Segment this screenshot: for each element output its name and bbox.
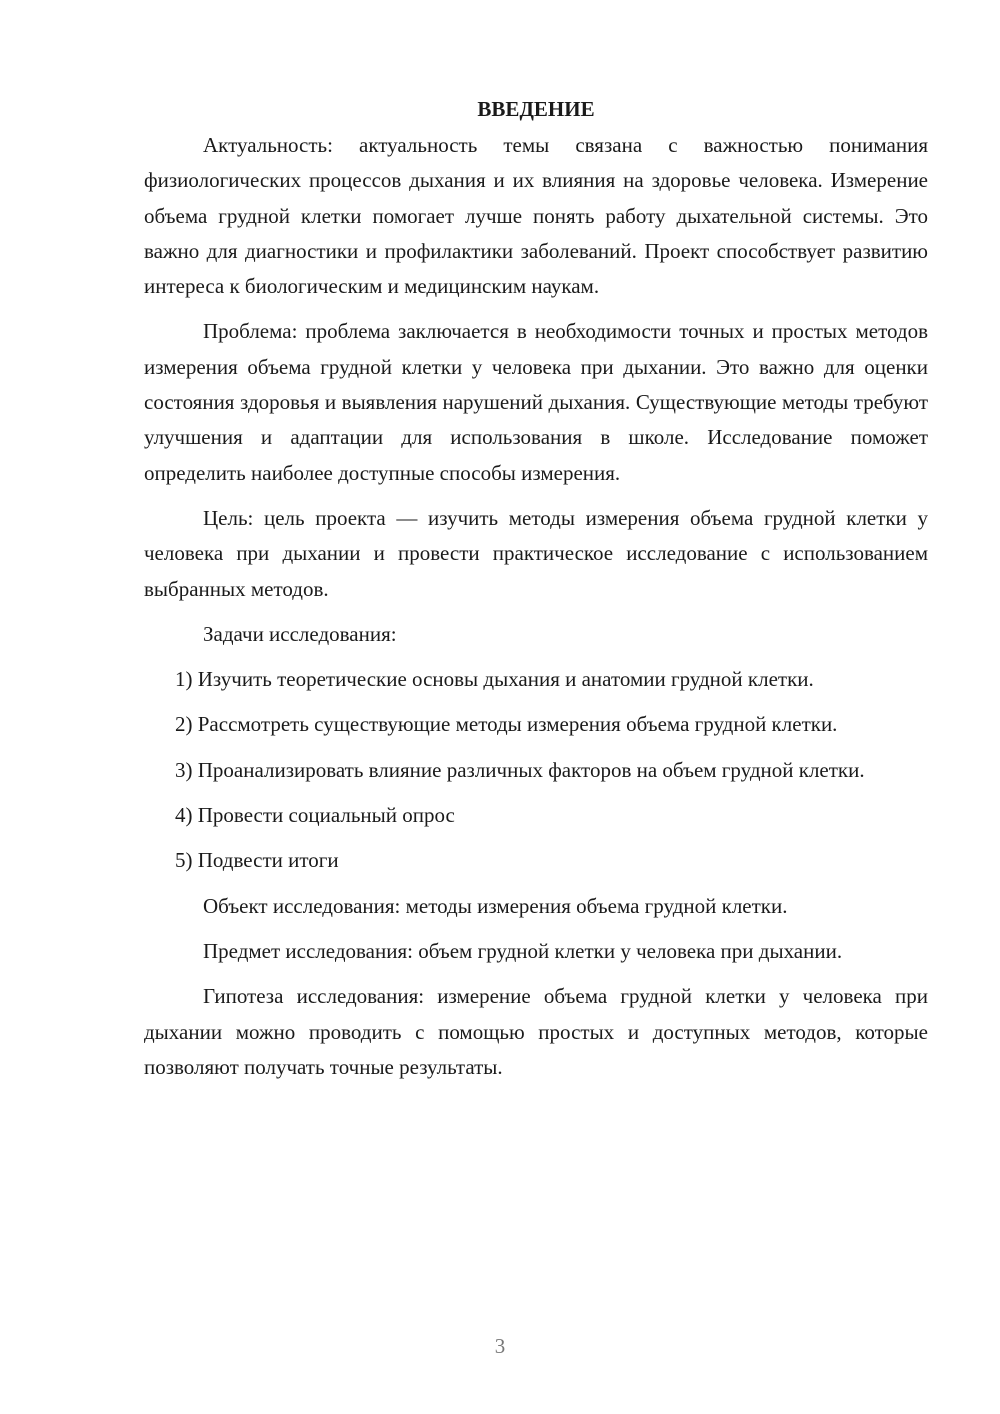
task-item-3: 3) Проанализировать влияние различных факторов на объем грудной клетки.: [175, 757, 865, 782]
object-paragraph: Объект исследования: методы измерения объема грудной клетки.: [203, 893, 788, 918]
subject-paragraph: Предмет исследования: объем грудной клетки у человека при дыхании.: [203, 938, 843, 963]
task-item-2: 2) Рассмотреть существующие методы измерения объема грудной клетки.: [175, 712, 838, 737]
problem-paragraph: Проблема: проблема заключается в необходимости точных и простых методов измерения объема грудной клетки у человека при дыхании. Это важно для оценки состояния здоровья и выявления нарушений дыхания. Существующие методы требуют улучшения и адаптации для использования в школе. Исследование поможет определить наиболее доступные способы измерения.: [144, 319, 928, 485]
relevance-paragraph: Актуальность: актуальность темы связана с важностью понимания физиологических процессов дыхания и их влияния на здоровье человека. Измерение объема грудной клетки помогает лучше понять работу дыхательной системы. Это важно для диагностики и профилактики заболеваний. Проект способствует развитию интереса к биологическим и медицинским наукам.: [144, 133, 928, 299]
tasks-heading: Задачи исследования:: [203, 621, 397, 646]
task-item-4: 4) Провести социальный опрос: [175, 803, 455, 828]
hypothesis-paragraph: Гипотеза исследования: измерение объема грудной клетки у человека при дыхании можно проводить с помощью простых и доступных методов, которые позволяют получать точные результаты.: [144, 984, 928, 1079]
page-number: 3: [494, 1334, 506, 1358]
goal-paragraph: Цель: цель проекта — изучить методы измерения объема грудной клетки у человека при дыхании и провести практическое исследование с использованием выбранных методов.: [144, 505, 928, 601]
task-item-5: 5) Подвести итоги: [175, 848, 339, 873]
document-page: [144, 92, 928, 1095]
task-item-1: 1) Изучить теоретические основы дыхания и анатомии грудной клетки.: [175, 667, 814, 692]
page-title: ВВЕДЕНИЕ: [477, 97, 595, 121]
